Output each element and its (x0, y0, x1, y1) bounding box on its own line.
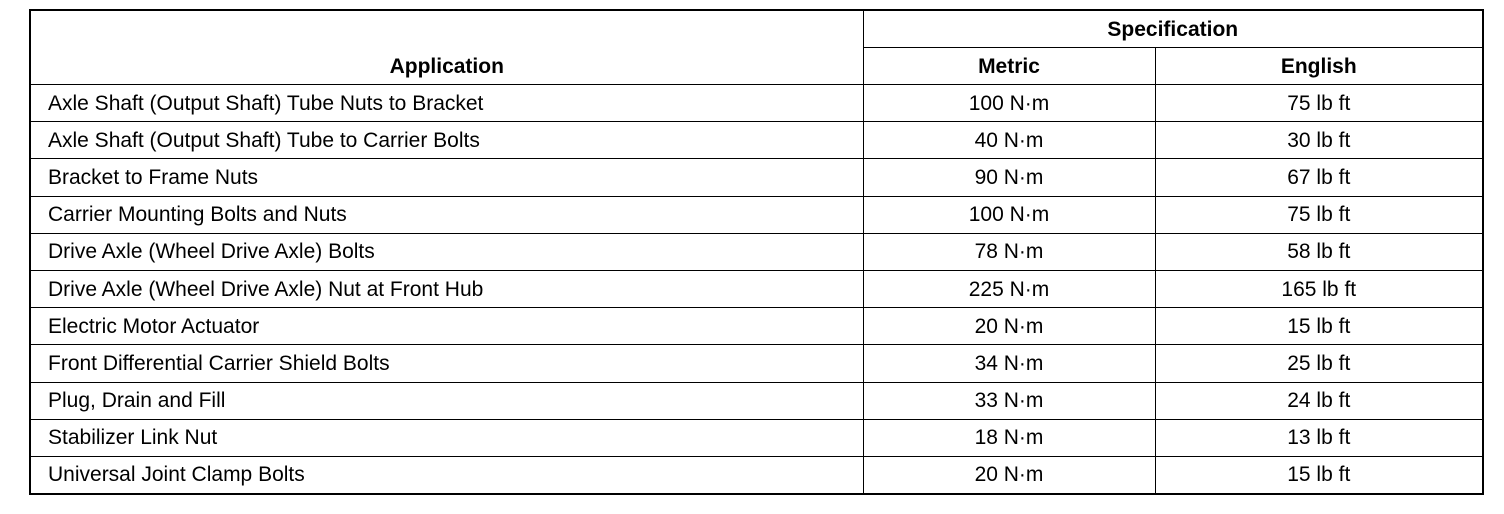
torque-specification-table (29, 9, 1484, 495)
application-cell: Bracket to Frame Nuts (30, 159, 863, 196)
metric-cell: 100 N·m (863, 196, 1155, 233)
metric-cell: 33 N·m (863, 382, 1155, 419)
header-row-top (30, 10, 1483, 48)
english-cell: 24 lb ft (1155, 382, 1483, 419)
table-row (30, 270, 1483, 307)
english-cell: 75 lb ft (1155, 85, 1483, 122)
english-cell: 25 lb ft (1155, 345, 1483, 382)
table-row (30, 456, 1483, 494)
english-cell: 58 lb ft (1155, 233, 1483, 270)
table-row (30, 419, 1483, 456)
english-cell: 75 lb ft (1155, 196, 1483, 233)
table-row (30, 233, 1483, 270)
application-cell: Drive Axle (Wheel Drive Axle) Bolts (30, 233, 863, 270)
english-cell: 67 lb ft (1155, 159, 1483, 196)
application-cell: Stabilizer Link Nut (30, 419, 863, 456)
metric-cell: 100 N·m (863, 85, 1155, 122)
table-row (30, 159, 1483, 196)
specification-column-header: Specification (863, 10, 1483, 48)
application-cell: Axle Shaft (Output Shaft) Tube to Carrier Bolts (30, 122, 863, 159)
table-body (30, 85, 1483, 495)
metric-cell: 78 N·m (863, 233, 1155, 270)
table-header (30, 10, 1483, 85)
table-row (30, 85, 1483, 122)
application-cell: Drive Axle (Wheel Drive Axle) Nut at Front Hub (30, 270, 863, 307)
english-cell: 30 lb ft (1155, 122, 1483, 159)
english-cell: 15 lb ft (1155, 456, 1483, 494)
application-cell: Carrier Mounting Bolts and Nuts (30, 196, 863, 233)
table-row (30, 345, 1483, 382)
table-row (30, 382, 1483, 419)
application-cell: Front Differential Carrier Shield Bolts (30, 345, 863, 382)
metric-cell: 34 N·m (863, 345, 1155, 382)
english-cell: 15 lb ft (1155, 308, 1483, 345)
table-row (30, 308, 1483, 345)
metric-cell: 90 N·m (863, 159, 1155, 196)
table-row (30, 196, 1483, 233)
metric-cell: 18 N·m (863, 419, 1155, 456)
metric-column-header: Metric (863, 48, 1155, 85)
metric-cell: 225 N·m (863, 270, 1155, 307)
application-cell: Plug, Drain and Fill (30, 382, 863, 419)
english-cell: 13 lb ft (1155, 419, 1483, 456)
metric-cell: 20 N·m (863, 456, 1155, 494)
application-cell: Electric Motor Actuator (30, 308, 863, 345)
application-cell: Axle Shaft (Output Shaft) Tube Nuts to Bracket (30, 85, 863, 122)
metric-cell: 40 N·m (863, 122, 1155, 159)
application-cell: Universal Joint Clamp Bolts (30, 456, 863, 494)
english-column-header: English (1155, 48, 1483, 85)
metric-cell: 20 N·m (863, 308, 1155, 345)
application-column-header: Application (30, 10, 863, 85)
english-cell: 165 lb ft (1155, 270, 1483, 307)
table-row (30, 122, 1483, 159)
